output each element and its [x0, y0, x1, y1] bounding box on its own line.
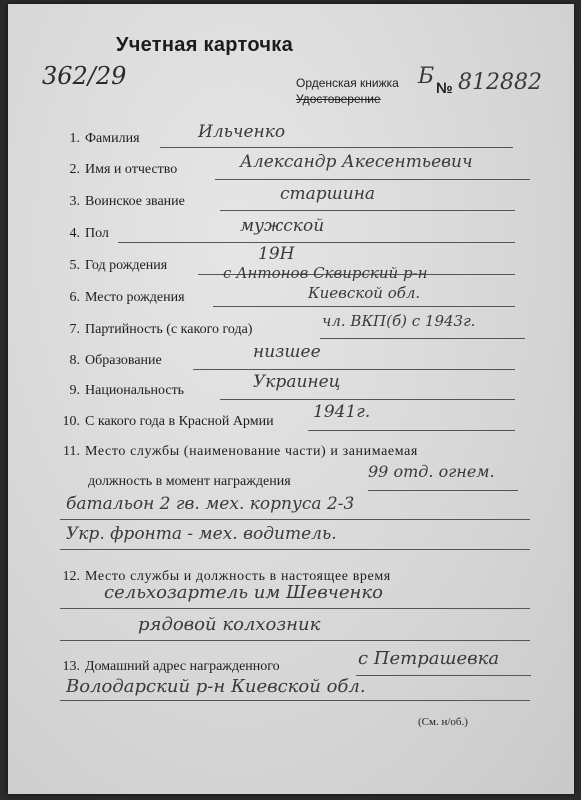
field-line [60, 549, 530, 550]
field-row-rank [58, 194, 185, 210]
field-line [368, 490, 518, 491]
field-label: Место службы (наименование части) и занимаемая [85, 444, 418, 459]
field-line [60, 700, 530, 701]
book-type-struck-label: Удостоверение [296, 92, 381, 106]
field-value-birth-place-line2: Киевской обл. [308, 284, 421, 302]
field-line [220, 399, 515, 400]
field-value-service-at-award: 99 отд. огнем. [368, 462, 495, 481]
field-label: Образование [85, 353, 162, 368]
field-line [213, 306, 515, 307]
field-row-education [58, 353, 162, 369]
field-row-sex [58, 226, 109, 242]
field-value-army-since: 1941г. [313, 402, 371, 422]
field-line [60, 608, 530, 609]
field-number: 10. [62, 414, 80, 429]
field-number: 11. [63, 444, 80, 459]
field-number: 13. [62, 659, 80, 674]
field-label: Год рождения [85, 258, 168, 273]
field-value-service-at-award-line3: Укр. фронта - мех. водитель. [66, 524, 337, 544]
field-label-continued: должность в момент награждения [88, 474, 291, 489]
field-label: Фамилия [85, 131, 140, 146]
field-value-home-address-line2: Володарский р-н Киевской обл. [66, 676, 366, 697]
field-line [160, 147, 513, 148]
book-number: 812882 [458, 70, 542, 95]
field-label: Партийность (с какого года) [85, 322, 253, 337]
field-label: Место службы и должность в настоящее время [85, 569, 391, 584]
field-row-name [58, 162, 177, 178]
field-value-surname: Ильченко [198, 122, 286, 142]
field-number: 1. [69, 131, 80, 146]
field-value-birth-place: с Антонов Сквирский р-н [223, 264, 428, 282]
field-value-sex: мужской [240, 216, 325, 236]
field-line [320, 338, 525, 339]
field-number: 3. [69, 194, 80, 209]
award-record-card [8, 4, 574, 794]
field-number: 6. [69, 290, 80, 305]
field-value-current-service-line2: рядовой колхозник [138, 614, 321, 635]
field-row-birth-place [58, 290, 185, 306]
field-value-nationality: Украинец [253, 372, 341, 392]
card-title: Учетная карточка [116, 34, 294, 56]
field-label: Национальность [85, 383, 185, 398]
field-value-current-service: сельхозартель им Шевченко [104, 582, 383, 603]
field-number: 5. [69, 258, 80, 273]
field-line [220, 210, 515, 211]
reference-number: 362/29 [42, 62, 127, 90]
field-line [193, 369, 515, 370]
see-reverse-note: (См. н/об.) [418, 716, 468, 728]
field-value-party: чл. ВКП(б) с 1943г. [322, 312, 476, 330]
field-row-army-since [58, 414, 274, 430]
field-label: Пол [85, 226, 109, 241]
field-number: 2. [69, 162, 80, 177]
field-value-rank: старшина [280, 184, 376, 204]
field-row-surname [58, 131, 140, 147]
field-line [308, 430, 515, 431]
field-line [60, 519, 530, 520]
number-label: № [436, 80, 453, 97]
field-value-home-address: с Петрашевка [358, 648, 500, 669]
field-row-service-at-award-line2 [88, 474, 291, 490]
field-value-service-at-award-line2: батальон 2 гв. мех. корпуса 2-3 [66, 494, 355, 514]
field-value-birth-year: 19Н [258, 244, 295, 264]
book-type-label: Орденская книжка [296, 76, 399, 90]
field-label: Домашний адрес награжденного [85, 659, 280, 674]
field-label: Воинское звание [85, 194, 185, 209]
field-number: 4. [69, 226, 80, 241]
field-line [356, 675, 531, 676]
field-value-name: Александр Акесентьевич [240, 152, 473, 172]
book-series-letter: Б [418, 64, 435, 89]
field-line [215, 179, 530, 180]
field-row-nationality [58, 383, 184, 399]
field-row-home-address [58, 659, 280, 675]
field-label: Место рождения [85, 290, 185, 305]
field-number: 12. [62, 569, 80, 584]
field-row-birth-year [58, 258, 167, 274]
field-row-party [58, 322, 252, 338]
field-number: 8. [69, 353, 80, 368]
field-label: С какого года в Красной Армии [85, 414, 274, 429]
field-line [60, 640, 530, 641]
field-label: Имя и отчество [85, 162, 178, 177]
field-row-service-at-award [58, 444, 418, 460]
field-line [118, 242, 515, 243]
field-number: 9. [69, 383, 80, 398]
field-value-education: низшее [253, 342, 321, 362]
field-number: 7. [69, 322, 80, 337]
